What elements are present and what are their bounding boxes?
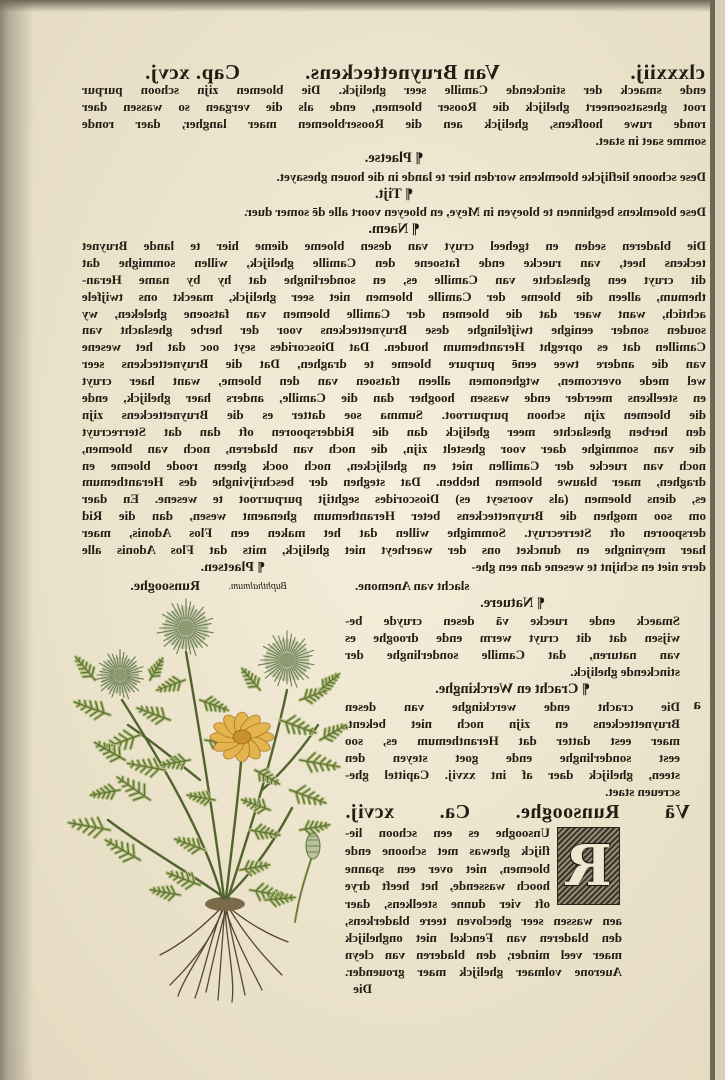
text-line: flijck ghewas met schoone ende xyxy=(345,842,550,858)
root-system xyxy=(160,905,288,1002)
text-line: van naturen, dat Camille sonderlinghe der xyxy=(345,647,680,662)
natuere-heading: ¶ Natuere. xyxy=(480,595,545,611)
text-line: es, diens bloemen (als voorseyt es) Dioscorides seghtijt purpurroot te wesene. En daer xyxy=(82,491,706,507)
text-line: ronde ruwe hoofkens, ghelijck aen die Rooserbloemen maer langher, daer ronde xyxy=(82,116,706,131)
side-heading: ¶ Plaetsen. xyxy=(200,560,265,575)
text-line: maer veel minder, den bladeren van cleyn xyxy=(345,947,622,962)
naem-heading: ¶ Naem. xyxy=(368,221,420,237)
text-line: hooch wassende, het heeft drye xyxy=(345,878,550,894)
text-line: noch van ruecke der Camillen niet en ghelijcken, noch oock gheen roode bloeme en xyxy=(82,457,706,473)
text-line: steen, ghelijck daer af int xxvij. Capittel ghe- xyxy=(345,767,680,782)
tuft-center xyxy=(113,668,128,682)
text-line: oft vier dunne steelkens, daer xyxy=(345,896,550,912)
chapter-title: Van Bruynetteckens. xyxy=(304,60,500,84)
small-bud xyxy=(295,833,320,922)
text-line: ende smaeck der stinckende Camille seer ghelijck. Die bloemen zijn schoon purpur xyxy=(82,82,706,97)
text-line: wijsen dat dit cruyt werm ende drooghe es xyxy=(345,630,680,645)
text-line: Die cracht ende werckinghe van desen xyxy=(345,699,680,714)
text-line: van die andere twee eenē purpure bloeme te draghen, Dat die Bruynetteckens seer xyxy=(82,356,706,372)
text-line: achtich, want waer dat die bloemen der Camille bloemen van fatsoene gheleken, wy xyxy=(82,305,706,321)
text-line: Smaeck ende ruecke vā desen cruyde be- xyxy=(345,613,680,628)
text-line: derspooren oft Sterrecruyt. Sommighe willen dat het maken een Flos Adonis, maer xyxy=(82,525,706,541)
flower-head xyxy=(210,712,274,762)
text-line: den herben gheslachte meer ghelijck dan die Ridderspooren oft dan dat Sterrecruyt xyxy=(82,423,706,439)
text-line: Unsooghe es een schoon lie- xyxy=(345,825,550,840)
text-line: den bladeren van Fenckel niet onghelijck xyxy=(345,930,622,945)
text-line: Auerone volmaer ghelijck maer grouender. xyxy=(345,964,622,979)
text-line: en steelkens meerder ende wassen hoogher dan die Camille, anders haer ghelijck, ende xyxy=(82,390,706,406)
text-line: souden sonder eenighe twijfelinghe dese Bruynetteckens voor der herbe gheslacht van xyxy=(82,322,706,338)
root-crown xyxy=(205,897,245,911)
text-line: die van sommighe daer voor ghestelt zijn, die noch van bladeren, noch van bloemen, xyxy=(82,440,706,456)
illustration-label-latin: Buphthalmum. xyxy=(228,581,287,592)
text-line: maer eest datter dat Heranthemum es, soo xyxy=(345,733,680,748)
margin-letter: a xyxy=(693,697,701,713)
initial-letter: R xyxy=(565,833,612,899)
text-line: teckens heet, van ruecke ende fatsoene den Camille ghelijck, willen sommighe dat xyxy=(82,254,706,270)
seed-tufts xyxy=(95,599,314,699)
text-line: root ghesatsoeneert ghelijck die Rooser bloemen, ende als die vergaen so wassen daer xyxy=(82,99,706,114)
text-line: aen wassen seer ghecloven teere bladerkens, xyxy=(345,913,622,928)
flower-disk xyxy=(233,730,251,744)
text-line: Dese bloemkens beghinnen te bloeyen in Meye, en bloeyen voort alle dē somer duer. xyxy=(244,204,706,219)
text-line: dere niet en schijnt te wesene dan een ghe- xyxy=(471,558,706,574)
text-line: eest sonderlinghe ende goet steyen den xyxy=(345,750,680,765)
text-line: screuen staet. xyxy=(605,784,680,799)
tuft-center xyxy=(279,652,296,668)
text-line: om soo moghen die Bruynetteckens beter Heranthemum ghenaemt wesen, dan die Rid xyxy=(82,508,706,524)
text-line: somme saet in staet. xyxy=(595,133,706,148)
text-line: haer meyninghe en duncket ons der waerheyt niet ghelijck, mits dat Flos Adonis alle xyxy=(82,542,706,558)
text-line: draghen, maer blauwe bloemen hebben. Dat steghen der beschrijvinghe des Heranthemum xyxy=(82,474,706,490)
text-line: wel mede overcomen, wtghenomen alleen tfatsoen van den bloeme, want haer cruyt xyxy=(82,373,706,389)
tuft-center xyxy=(178,620,195,636)
folio-number: clxxxiij. xyxy=(629,60,705,84)
text-line: Die bladeren seden en tgeheel cruyt van desen bloeme dieme hier te lande Bruynet xyxy=(82,238,706,253)
naem-tail-line: slacht van Anemone. xyxy=(355,578,470,593)
tijt-heading: ¶ Tijt. xyxy=(375,186,413,202)
runsooghe-chapter-heading: Vā Runsooghe. Ca. xcvij. xyxy=(345,801,690,823)
chapter-number: Cap. xcvj. xyxy=(144,60,240,84)
text-line: themum, alleen die bloeme der Camille bloemen niet seer ghelijck, maeckt ons twijfele xyxy=(82,288,706,304)
text-line: die bloemen zijn schoon purpurroot. Summa soe datter es die Bruynetteckens zijn xyxy=(82,406,706,422)
leaflet xyxy=(117,777,150,800)
plaetse-heading: ¶ Plaetse. xyxy=(364,150,424,166)
catchword: Die xyxy=(353,981,372,996)
text-line: Camillen dat es opreght Heranthemum houden. Dat Dioscorides seyt ooc dat het wesene xyxy=(82,339,706,355)
text-line: dit cruyt een gheslachte van Camille es, en sonderlinghe dat hy by name Heran- xyxy=(82,271,706,287)
text-line: Bruynetteckens en zijn noch niet bekent, xyxy=(345,716,680,731)
cracht-heading: ¶ Cracht en Werckinghe. xyxy=(435,681,590,697)
text-line: Dese schoone lieflijcke bloemkens worden hier te lande in die houen ghesayet. xyxy=(276,169,706,184)
illustration-label-dutch: Runsooghe. xyxy=(130,579,200,594)
text-line: stinckende ghelijck. xyxy=(570,664,680,679)
text-line: bloemen, niet over een spanne xyxy=(345,860,550,876)
